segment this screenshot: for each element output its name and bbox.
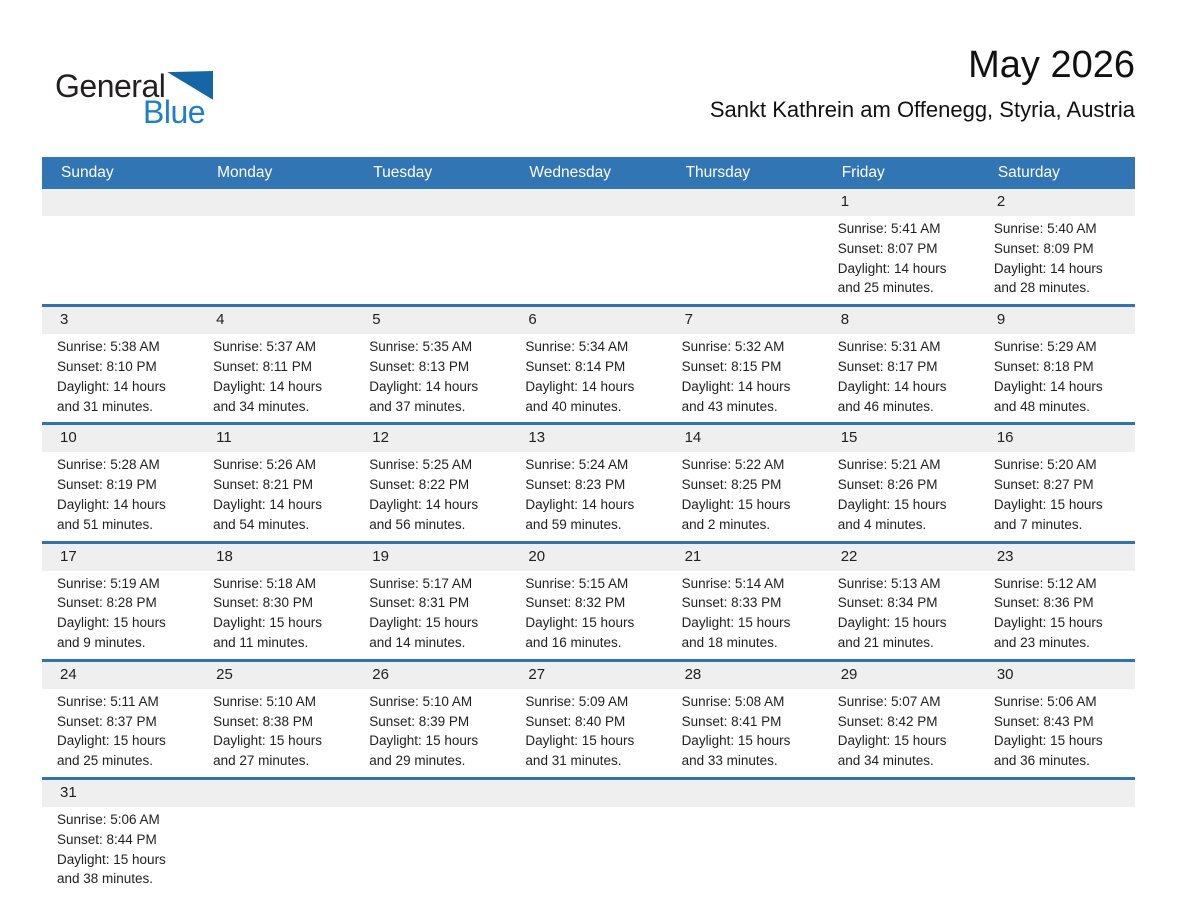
sunset-text: Sunset: 8:44 PM [57, 831, 157, 847]
day-number-band [667, 780, 823, 807]
sunset-text: Sunset: 8:30 PM [213, 595, 313, 611]
daylight-text: Daylight: 15 hours and 33 minutes. [681, 733, 791, 769]
sunrise-text: Sunrise: 5:19 AM [57, 575, 160, 591]
daylight-text: Daylight: 15 hours and 7 minutes. [993, 496, 1103, 532]
day-details [198, 571, 354, 659]
day-number: 17 [60, 547, 77, 565]
daylight-text: Daylight: 14 hours and 46 minutes. [837, 378, 947, 414]
day-number-band [823, 780, 979, 807]
day-number-band [354, 544, 510, 571]
empty-day-cell [354, 780, 510, 895]
sunrise-text: Sunrise: 5:09 AM [525, 693, 629, 709]
daylight-text: Daylight: 14 hours and 59 minutes. [525, 496, 635, 532]
daylight-text: Daylight: 15 hours and 36 minutes. [993, 733, 1103, 769]
title-block [710, 40, 1135, 123]
day-number-band [42, 425, 198, 452]
day-number-band [510, 425, 666, 452]
daylight-text: Daylight: 15 hours and 14 minutes. [369, 615, 479, 650]
sunrise-text: Sunrise: 5:13 AM [837, 575, 941, 591]
day-cell [510, 662, 666, 777]
day-number-band [510, 780, 666, 807]
daylight-text: Daylight: 15 hours and 11 minutes. [213, 615, 322, 650]
daylight-text: Daylight: 15 hours and 38 minutes. [57, 851, 166, 887]
sunset-text: Sunset: 8:09 PM [993, 240, 1094, 256]
day-number: 16 [996, 429, 1014, 447]
daylight-text: Daylight: 15 hours and 21 minutes. [837, 615, 947, 650]
daylight-text: Daylight: 15 hours and 18 minutes. [681, 615, 791, 650]
weekday-friday: Friday [841, 164, 885, 181]
day-number: 2 [996, 193, 1006, 210]
weekday-wednesday: Wednesday [529, 164, 611, 181]
day-cell [42, 544, 198, 659]
day-number: 26 [372, 665, 389, 683]
day-number-band [823, 544, 979, 571]
day-number-band [823, 189, 979, 216]
day-details [510, 334, 666, 422]
day-cell [979, 307, 1135, 422]
sunrise-text: Sunrise: 5:14 AM [681, 575, 785, 591]
sunset-text: Sunset: 8:39 PM [369, 713, 470, 729]
day-number: 1 [840, 193, 850, 210]
sunset-text: Sunset: 8:32 PM [525, 595, 626, 611]
day-number: 19 [372, 547, 389, 565]
empty-day-cell [198, 780, 354, 895]
day-number-band [667, 189, 823, 216]
empty-day-cell [42, 189, 198, 304]
day-number: 3 [60, 311, 69, 329]
day-number: 21 [684, 547, 702, 565]
day-details [510, 452, 666, 540]
sunset-text: Sunset: 8:13 PM [369, 358, 470, 374]
sunset-text: Sunset: 8:26 PM [837, 477, 938, 493]
sunset-text: Sunset: 8:41 PM [681, 713, 782, 729]
sunrise-text: Sunrise: 5:31 AM [837, 339, 941, 355]
day-details [42, 807, 198, 895]
day-number: 22 [840, 547, 858, 565]
daylight-text: Daylight: 14 hours and 34 minutes. [213, 378, 322, 414]
day-number-band [979, 425, 1135, 452]
sunset-text: Sunset: 8:07 PM [837, 240, 938, 256]
sunrise-text: Sunrise: 5:07 AM [837, 693, 941, 709]
sunset-text: Sunset: 8:14 PM [525, 358, 626, 374]
day-number-band [823, 662, 979, 689]
day-details [823, 334, 979, 422]
day-details [42, 689, 198, 777]
empty-day-cell [510, 780, 666, 895]
calendar-body [42, 189, 1135, 895]
day-cell [979, 189, 1135, 304]
sunset-text: Sunset: 8:10 PM [57, 358, 157, 374]
sunset-text: Sunset: 8:42 PM [837, 713, 938, 729]
sunset-text: Sunset: 8:18 PM [993, 358, 1094, 374]
day-number-band [510, 544, 666, 571]
sunrise-text: Sunrise: 5:21 AM [837, 457, 941, 473]
sunrise-text: Sunrise: 5:32 AM [681, 339, 785, 355]
day-cell [667, 307, 823, 422]
weekday-thursday: Thursday [685, 164, 751, 181]
calendar-table [42, 157, 1135, 895]
day-cell [42, 425, 198, 540]
day-number-band [42, 307, 198, 334]
sunset-text: Sunset: 8:21 PM [213, 477, 313, 493]
day-cell [979, 662, 1135, 777]
day-details [198, 334, 354, 422]
day-number: 28 [684, 665, 702, 683]
day-number-band [510, 189, 666, 216]
sunrise-text: Sunrise: 5:28 AM [57, 457, 160, 473]
sunrise-text: Sunrise: 5:10 AM [369, 693, 473, 709]
sunrise-text: Sunrise: 5:26 AM [213, 457, 316, 473]
daylight-text: Daylight: 15 hours and 9 minutes. [57, 615, 166, 650]
day-cell [198, 307, 354, 422]
day-number-band [979, 662, 1135, 689]
day-number-band [42, 662, 198, 689]
sunset-text: Sunset: 8:40 PM [525, 713, 626, 729]
weekday-header-row [42, 157, 1135, 189]
day-number-band [979, 780, 1135, 807]
sunrise-text: Sunrise: 5:34 AM [525, 339, 629, 355]
day-details [979, 571, 1135, 659]
sunset-text: Sunset: 8:34 PM [837, 595, 938, 611]
daylight-text: Daylight: 15 hours and 16 minutes. [525, 615, 635, 650]
day-number-band [667, 544, 823, 571]
day-cell [354, 307, 510, 422]
daylight-text: Daylight: 14 hours and 28 minutes. [993, 260, 1103, 296]
sunrise-text: Sunrise: 5:22 AM [681, 457, 785, 473]
daylight-text: Daylight: 15 hours and 27 minutes. [213, 733, 322, 769]
sunrise-text: Sunrise: 5:35 AM [369, 339, 473, 355]
day-cell [667, 662, 823, 777]
sunrise-text: Sunrise: 5:06 AM [993, 693, 1097, 709]
day-details [667, 334, 823, 422]
location-subtitle: Sankt Kathrein am Offenegg, Styria, Austria [709, 96, 1135, 122]
day-cell [510, 307, 666, 422]
day-number: 30 [996, 665, 1014, 683]
empty-day-cell [979, 780, 1135, 895]
day-cell [42, 307, 198, 422]
daylight-text: Daylight: 14 hours and 51 minutes. [57, 496, 166, 532]
sunset-text: Sunset: 8:27 PM [993, 477, 1094, 493]
weekday-sunday: Sunday [61, 164, 114, 181]
day-cell [42, 662, 198, 777]
sunrise-text: Sunrise: 5:15 AM [525, 575, 629, 591]
sunrise-text: Sunrise: 5:10 AM [213, 693, 316, 709]
day-number-band [354, 780, 510, 807]
day-number-band [667, 307, 823, 334]
day-number: 27 [528, 665, 546, 683]
day-cell [667, 544, 823, 659]
sunset-text: Sunset: 8:36 PM [993, 595, 1094, 611]
day-number-band [354, 307, 510, 334]
day-cell [42, 780, 198, 895]
daylight-text: Daylight: 14 hours and 56 minutes. [369, 496, 479, 532]
day-number-band [823, 425, 979, 452]
sunset-text: Sunset: 8:25 PM [681, 477, 782, 493]
sunrise-text: Sunrise: 5:29 AM [993, 339, 1097, 355]
sunrise-text: Sunrise: 5:06 AM [57, 811, 160, 827]
day-number: 31 [60, 783, 77, 801]
empty-day-cell [823, 780, 979, 895]
day-number: 24 [60, 665, 77, 683]
day-details [42, 571, 198, 659]
day-number-band [354, 189, 510, 216]
sunset-text: Sunset: 8:37 PM [57, 713, 157, 729]
day-cell [510, 425, 666, 540]
day-number-band [510, 307, 666, 334]
day-number-band [510, 662, 666, 689]
day-number: 13 [528, 429, 546, 447]
daylight-text: Daylight: 14 hours and 25 minutes. [837, 260, 947, 296]
day-number-band [42, 780, 198, 807]
week-row [42, 189, 1135, 307]
day-number-band [198, 780, 354, 807]
day-details [198, 452, 354, 540]
day-cell [823, 189, 979, 304]
sunset-text: Sunset: 8:11 PM [213, 358, 312, 374]
day-number: 10 [60, 429, 77, 447]
day-cell [198, 544, 354, 659]
day-number: 9 [996, 311, 1006, 329]
day-details [354, 334, 510, 422]
sunset-text: Sunset: 8:19 PM [57, 477, 157, 493]
day-details [667, 571, 823, 659]
day-cell [823, 662, 979, 777]
day-number-band [667, 425, 823, 452]
daylight-text: Daylight: 14 hours and 43 minutes. [681, 378, 791, 414]
sunrise-text: Sunrise: 5:12 AM [993, 575, 1097, 591]
day-number: 29 [840, 665, 858, 683]
day-details [823, 452, 979, 540]
day-details [354, 571, 510, 659]
page-header [42, 40, 1135, 155]
day-number: 15 [840, 429, 858, 447]
day-cell [667, 425, 823, 540]
day-details [667, 689, 823, 777]
day-cell [979, 425, 1135, 540]
day-number: 12 [372, 429, 389, 447]
day-number-band [198, 662, 354, 689]
day-number-band [979, 307, 1135, 334]
day-number: 14 [684, 429, 702, 447]
day-details [979, 216, 1135, 304]
sunrise-text: Sunrise: 5:24 AM [525, 457, 629, 473]
day-details [354, 452, 510, 540]
day-number-band [667, 662, 823, 689]
day-number: 5 [372, 311, 381, 329]
day-details [979, 452, 1135, 540]
day-details [823, 689, 979, 777]
weekday-monday: Monday [217, 164, 273, 181]
day-number-band [979, 189, 1135, 216]
week-row [42, 662, 1135, 780]
weekday-tuesday: Tuesday [373, 164, 433, 181]
week-row [42, 425, 1135, 543]
day-number-band [198, 544, 354, 571]
daylight-text: Daylight: 15 hours and 29 minutes. [369, 733, 479, 769]
day-details [823, 216, 979, 304]
sunset-text: Sunset: 8:17 PM [837, 358, 938, 374]
week-row [42, 780, 1135, 895]
daylight-text: Daylight: 15 hours and 4 minutes. [837, 496, 947, 532]
day-cell [979, 544, 1135, 659]
day-number-band [979, 544, 1135, 571]
empty-day-cell [667, 780, 823, 895]
sunset-text: Sunset: 8:23 PM [525, 477, 626, 493]
weekday-saturday: Saturday [997, 164, 1060, 181]
empty-day-cell [198, 189, 354, 304]
month-title: May 2026 [968, 44, 1135, 86]
day-details [198, 689, 354, 777]
day-number: 25 [216, 665, 233, 683]
sunrise-text: Sunrise: 5:20 AM [993, 457, 1097, 473]
day-cell [354, 544, 510, 659]
sunset-text: Sunset: 8:22 PM [369, 477, 470, 493]
sunset-text: Sunset: 8:43 PM [993, 713, 1094, 729]
sunset-text: Sunset: 8:31 PM [369, 595, 470, 611]
day-details [42, 334, 198, 422]
day-number-band [198, 189, 354, 216]
day-cell [510, 544, 666, 659]
sunrise-text: Sunrise: 5:37 AM [213, 339, 316, 355]
day-details [823, 571, 979, 659]
day-cell [198, 662, 354, 777]
day-number-band [198, 425, 354, 452]
day-details [510, 571, 666, 659]
sunrise-text: Sunrise: 5:17 AM [369, 575, 473, 591]
day-details [979, 334, 1135, 422]
day-number: 18 [216, 547, 233, 565]
empty-day-cell [354, 189, 510, 304]
day-number-band [42, 544, 198, 571]
general-blue-logo [55, 70, 213, 128]
day-cell [198, 425, 354, 540]
daylight-text: Daylight: 14 hours and 37 minutes. [369, 378, 479, 414]
sunset-text: Sunset: 8:28 PM [57, 595, 157, 611]
sunrise-text: Sunrise: 5:08 AM [681, 693, 785, 709]
daylight-text: Daylight: 14 hours and 54 minutes. [213, 496, 322, 532]
day-details [354, 689, 510, 777]
daylight-text: Daylight: 15 hours and 25 minutes. [57, 733, 166, 769]
day-number: 4 [216, 311, 225, 329]
day-number: 7 [684, 311, 693, 329]
daylight-text: Daylight: 15 hours and 34 minutes. [837, 733, 947, 769]
day-number: 20 [528, 547, 546, 565]
sunrise-text: Sunrise: 5:18 AM [213, 575, 316, 591]
logo-text-general: General [55, 68, 166, 104]
day-cell [354, 425, 510, 540]
daylight-text: Daylight: 15 hours and 2 minutes. [681, 496, 791, 532]
day-number-band [198, 307, 354, 334]
day-cell [354, 662, 510, 777]
day-cell [823, 425, 979, 540]
logo-text-blue: Blue [143, 94, 206, 130]
sunset-text: Sunset: 8:15 PM [681, 358, 782, 374]
empty-day-cell [510, 189, 666, 304]
day-cell [823, 544, 979, 659]
sunrise-text: Sunrise: 5:40 AM [993, 221, 1097, 236]
day-details [667, 452, 823, 540]
day-number-band [354, 425, 510, 452]
day-number-band [823, 307, 979, 334]
daylight-text: Daylight: 14 hours and 48 minutes. [993, 378, 1103, 414]
day-details [510, 689, 666, 777]
sunrise-text: Sunrise: 5:25 AM [369, 457, 473, 473]
day-number-band [42, 189, 198, 216]
day-number: 11 [216, 429, 232, 447]
daylight-text: Daylight: 14 hours and 31 minutes. [57, 378, 166, 414]
sunrise-text: Sunrise: 5:11 AM [57, 693, 159, 709]
daylight-text: Daylight: 15 hours and 23 minutes. [993, 615, 1103, 650]
week-row [42, 544, 1135, 662]
day-details [979, 689, 1135, 777]
empty-day-cell [667, 189, 823, 304]
day-number: 6 [528, 311, 537, 329]
sunrise-text: Sunrise: 5:38 AM [57, 339, 160, 355]
day-number: 23 [996, 547, 1014, 565]
day-cell [823, 307, 979, 422]
sunrise-text: Sunrise: 5:41 AM [837, 221, 941, 236]
daylight-text: Daylight: 15 hours and 31 minutes. [525, 733, 635, 769]
day-details [42, 452, 198, 540]
week-row [42, 307, 1135, 425]
sunset-text: Sunset: 8:38 PM [213, 713, 313, 729]
sunset-text: Sunset: 8:33 PM [681, 595, 782, 611]
day-number: 8 [840, 311, 850, 329]
day-number-band [354, 662, 510, 689]
daylight-text: Daylight: 14 hours and 40 minutes. [525, 378, 635, 414]
